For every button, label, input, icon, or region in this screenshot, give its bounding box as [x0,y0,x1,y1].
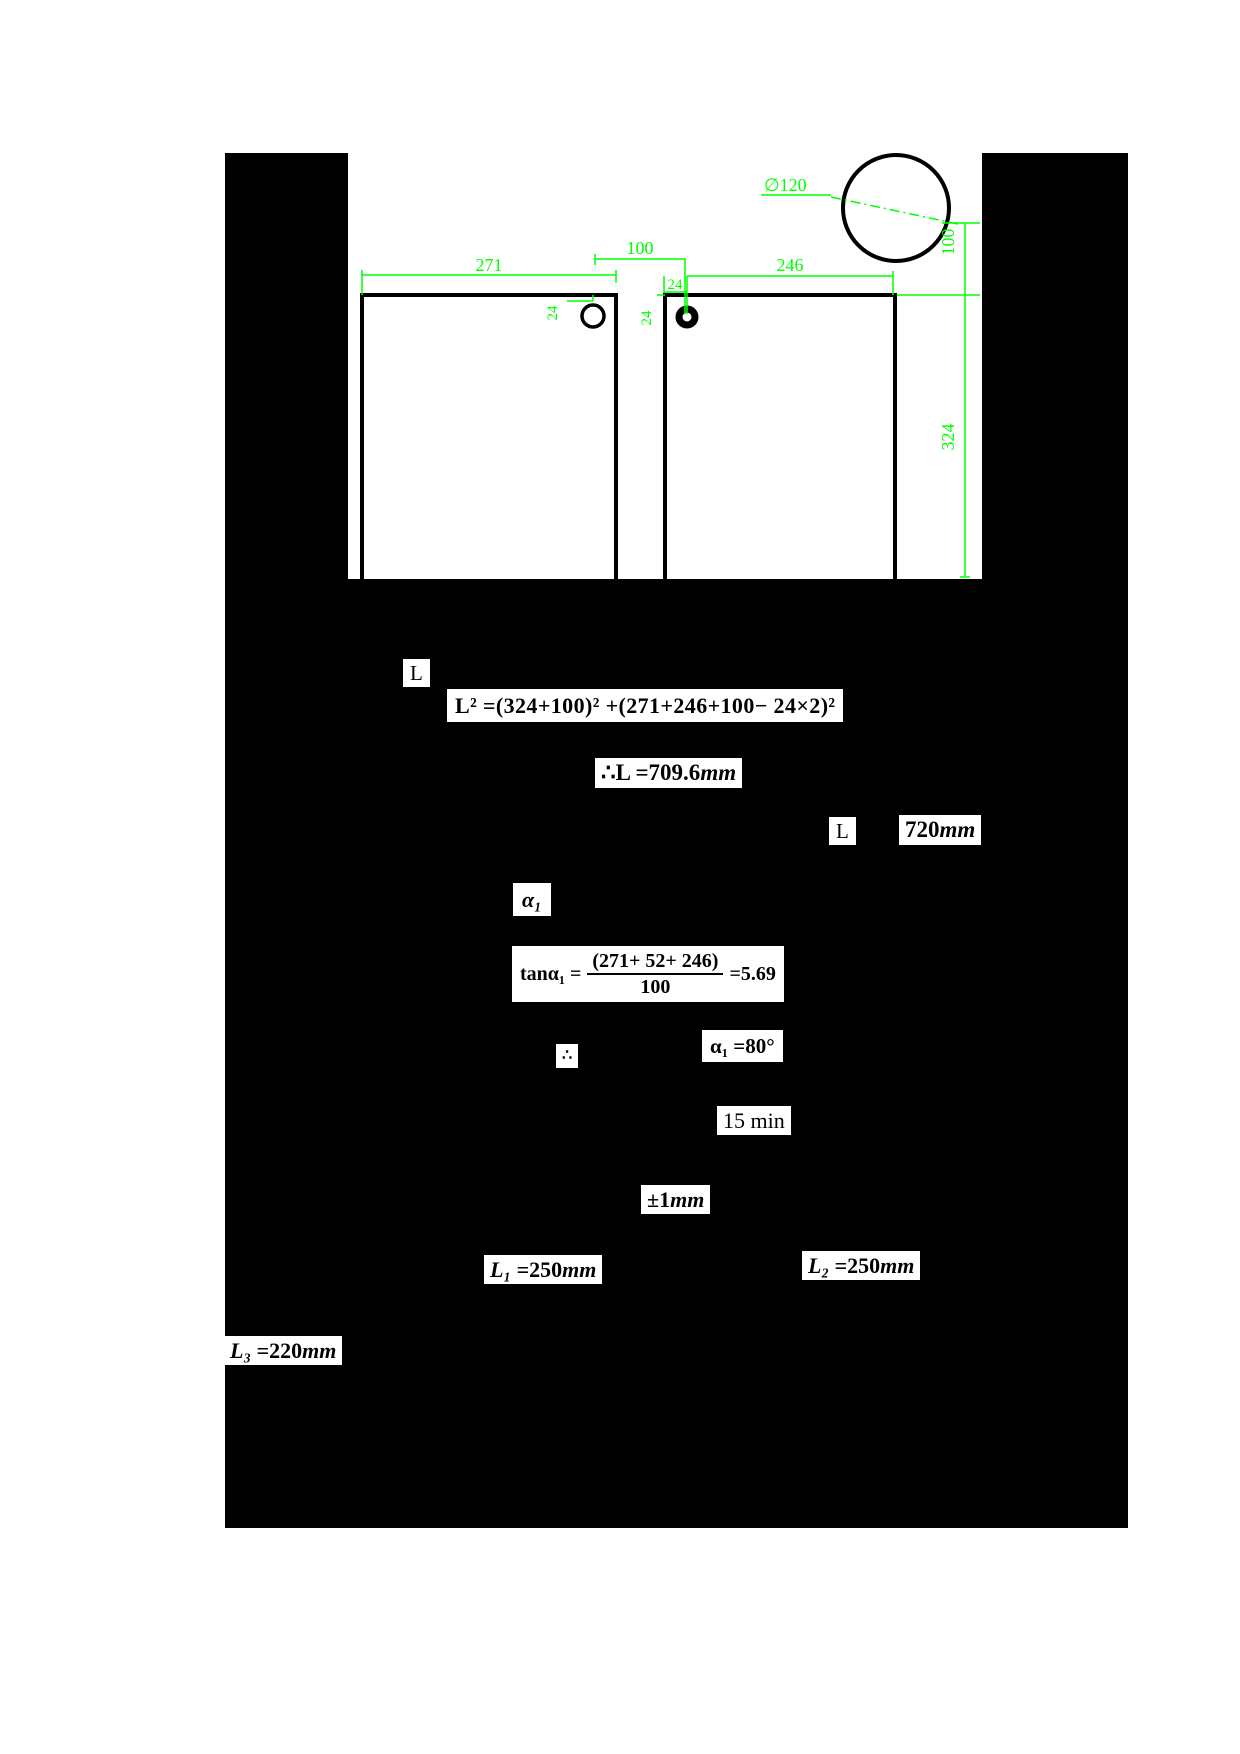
dim-label-100-top: 100 [626,238,654,258]
tan-numerator: (271+ 52+ 246) [587,950,723,975]
dim-label-246: 246 [776,255,804,275]
L3-var: L₃ [230,1338,252,1363]
L2-value-box [802,1251,920,1280]
L1-unit: mm [562,1257,597,1282]
tan-prefix: tanα₁ = [520,962,582,985]
alpha-symbol-box [513,883,551,916]
main-equation: L² =(324+100)² +(271+246+100− 24×2)² [455,693,836,718]
L3-value: =220 [251,1338,303,1363]
diameter-leader-line [831,197,958,224]
dim-label-271: 271 [475,255,503,275]
symbol-L-1: L [410,661,423,685]
therefore-box [556,1044,578,1068]
dim-label-24-left: 24 [545,305,561,321]
tan-fraction [587,950,723,998]
L1-value-box [484,1255,602,1284]
diameter-label: ∅120 [764,175,807,195]
alpha-symbol: α₁ [522,887,542,912]
L-result-unit: mm [700,760,737,785]
L1-value: =250 [511,1257,563,1282]
drawing-canvas [348,153,982,579]
dim-label-324: 324 [938,423,958,451]
right-plate-outline [665,295,895,579]
left-plate-outline [362,295,616,579]
left-plate-hole [582,305,604,327]
dim-label-24-right: 24 [639,310,655,326]
main-equation-box [447,689,843,722]
dim-line-right-chain [897,223,980,577]
alpha-result-box [702,1030,783,1062]
L-result-value: ∴L =709.6 [601,760,701,785]
L-rounded-box [899,815,981,845]
symbol-L-2: L [836,819,849,843]
tolerance-unit: mm [670,1187,705,1212]
L-result-box [595,758,742,788]
dim-label-100-right: 100 [938,228,958,256]
symbol-L-box-2 [829,817,856,845]
tolerance-box [641,1185,710,1214]
dim-label-24-horizontal: 24 [667,277,683,293]
symbol-L-box-1 [403,659,430,687]
technical-drawing-panel [348,153,982,579]
L3-unit: mm [302,1338,337,1363]
tan-equation-box [512,946,784,1002]
L2-value: =250 [829,1253,881,1278]
L3-value-box [224,1336,342,1365]
time-estimate: 15 min [723,1108,785,1133]
L1-var: L₁ [490,1257,512,1282]
alpha-result: α₁ =80° [710,1034,775,1058]
tan-result: =5.69 [729,962,776,985]
tan-denominator: 100 [640,976,671,998]
L-rounded-unit: mm [939,817,976,842]
therefore-symbol: ∴ [562,1047,573,1064]
L2-unit: mm [880,1253,915,1278]
detail-circle [843,155,949,261]
tolerance-value: ±1 [647,1187,671,1212]
time-estimate-box [717,1106,791,1135]
L-rounded-value: 720 [905,817,940,842]
L2-var: L₂ [808,1253,830,1278]
